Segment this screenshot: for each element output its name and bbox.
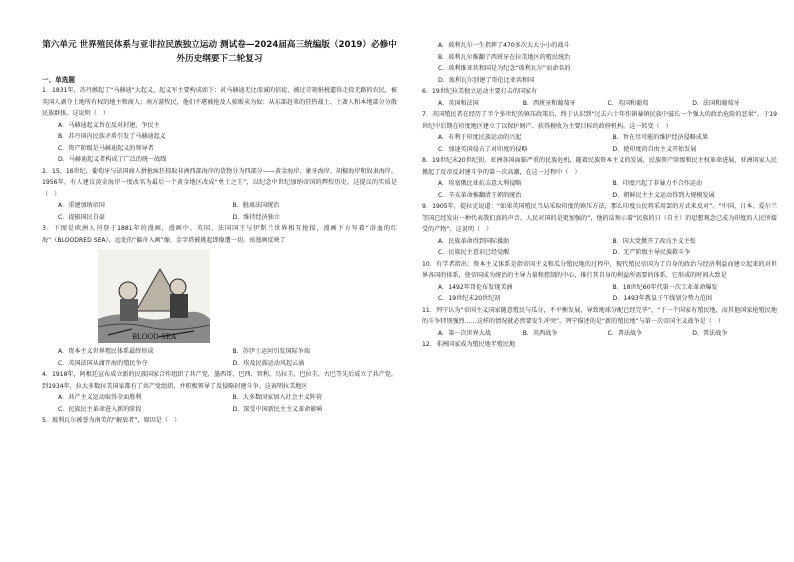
cartoon-caption: BLOOD SEA bbox=[131, 333, 177, 341]
option-group bbox=[422, 328, 777, 340]
option-group bbox=[42, 392, 397, 415]
answer-option[interactable]: D．深受中国新民主主义革命影响 bbox=[232, 405, 323, 413]
option-group bbox=[422, 40, 777, 86]
question-stem: 12．非洲国家成为殖民地半殖民地 bbox=[422, 341, 516, 348]
question-stem: 1．1831年，苏丹掀起了“马赫迪”大起义，起义军主要构成如下：对马赫迪无比虔诚的信徒，被过苛刻捐税逼得走投无路的农民，被英国人剥夺土地所有权的地主和商人；南方游牧民，他们不堪被抢及人掠贩卖为奴；从东部赶来的狂热战士、土著人和本地部分分散民族群体。这说明（ ） bbox=[42, 87, 397, 117]
answer-option[interactable]: A．共产主义运动取得全面胜利 bbox=[58, 394, 142, 401]
question-stem: 5．玻利瓦尔被誉为南美的“解放者”，原因是（ ） bbox=[42, 417, 181, 424]
answer-option[interactable]: D．埃及民族运动风起云涌 bbox=[232, 359, 305, 367]
section-heading: 一、单选题 bbox=[42, 76, 75, 84]
answer-option[interactable]: C．辛亥革命推翻清王朝的统治 bbox=[438, 191, 522, 199]
answer-option[interactable]: D．无产阶级主导民族救斗争 bbox=[612, 249, 691, 256]
answer-option[interactable]: B．英西战争 bbox=[522, 329, 558, 337]
answer-option[interactable]: A．有利于印度民族运动的兴起 bbox=[438, 134, 522, 141]
question-stem: 2．15、16世纪，葡萄牙与法国商人拼抢疯狂掠取非洲西部海岸的货物分为四部分——黄金海岸、象牙海岸、胡椒海岸和奴隶海岸。1956年，有人建议黄金海岸一度改名为最后一个黄金地区改成“勇士之王”，以纪念中世纪加纳帝国的辉煌历史。这提议的实质是（ ） bbox=[42, 167, 397, 198]
answer-option[interactable]: A．资本主义世界殖民体系最终形成 bbox=[58, 348, 154, 355]
answer-option[interactable]: A．重建加纳帝国 bbox=[58, 202, 105, 209]
option-group bbox=[422, 98, 777, 110]
question-stem: 9．1905年，提拉克说道：“如果英国殖民当局采取印度的镇压方法，那么印度公民将采用罢的方式来反对”。“中国、日本、爱尔兰等国已经发出一种代表我们真的声音，人民对国的是更加强的”，他的话预示着“民族的日（自主）的思想观念已成为印度的人民所接受的产物”。这说明（ ） bbox=[422, 203, 777, 233]
left-column bbox=[42, 0, 397, 427]
question-stem: 3．下图是欧洲人刊登于1881年的漫画，漫画中，英国、法国国王与伊斯兰世界相互抢掠，漫画下方写着“浴血的红海”（BLOODRED SEA），远处的“偏舟入画”像。金字塔被挑起即像遭一切。该漫画反映了 bbox=[42, 225, 397, 244]
question-stem: 11．列宁认为“帝国主义国家随意殖民与瓜分，不平衡发展，导致地球分配已经完毕”，“于一个国家有殖民地，而其他国家抢殖民地的斗争特别强烈……这样的情况就必然要发生冲突”。列宁描述的是“新的殖民地”与第一次帝国主义战争是（ ） bbox=[422, 306, 777, 325]
answer-option[interactable]: C．资产阶级是马赫迪起义的领导者 bbox=[58, 144, 154, 152]
answer-option[interactable]: D．普法战争 bbox=[692, 329, 728, 337]
cartoon-illustration bbox=[98, 249, 210, 343]
answer-option[interactable]: B．苏伊士运河引发国际争端 bbox=[232, 348, 310, 355]
question-stem: 10．有学者指出：资本主义体系是指帝国主义和瓜分殖民地的过程中，现代殖民帝国为了自身的政治与经济利益而建立起来的对世界各国的体系，使帝国成为统治的主导力量和控制的中心，推行其自身的利益所需要的体系，它形成的时间大致是 bbox=[422, 260, 777, 279]
option-group bbox=[42, 120, 397, 166]
exam-title: 第六单元 世界殖民体系与亚非拉民族独立运动 测试卷—2024届高三统编版（2019）必修中外历史纲要下二轮复习 bbox=[42, 40, 397, 64]
option-group bbox=[422, 282, 777, 305]
answer-option[interactable]: B．18世纪60年代第一次工业革命爆发 bbox=[612, 283, 718, 291]
answer-option[interactable]: A．英国和法国 bbox=[438, 99, 479, 107]
answer-option[interactable]: D．1493年教皇子午线划分势力范围 bbox=[612, 295, 712, 302]
answer-option[interactable]: D．维持经济独立 bbox=[232, 213, 280, 221]
question-stem: 4．1918年，阿根廷宣布成立新的民族国家合作组织了共产党，墨西哥、巴西、智利、乌拉圭、巴拉圭、古巴等先后成立了共产党。到1934年，拉大多数拉美国家都有了共产党组织，并积极领导了反侵略封建斗争。这表明拉美地区 bbox=[42, 371, 397, 390]
answer-option[interactable]: B．印度兴起了非暴力不合作运动 bbox=[612, 180, 702, 187]
answer-option[interactable]: C．民族民主革命进入新的阶段 bbox=[58, 405, 142, 413]
option-group bbox=[42, 346, 397, 369]
answer-option[interactable]: D．马赫迪起义者构成了广泛的统一战线 bbox=[58, 156, 167, 163]
answer-option[interactable]: C．玻利维亚共和国是为纪念“玻利瓦尔”而命名的 bbox=[438, 65, 571, 72]
option-group bbox=[422, 178, 777, 201]
answer-option[interactable]: B．西班牙和葡萄牙 bbox=[522, 99, 576, 107]
answer-option[interactable]: B．玻利瓦尔推翻了西班牙在拉美地区的殖民统治 bbox=[438, 53, 571, 61]
answer-option[interactable]: D．玻利瓦尔创建了哥伦比亚共和国 bbox=[438, 76, 535, 84]
answer-option[interactable]: B．国大党掀开了改良主义主张 bbox=[612, 237, 696, 245]
answer-option[interactable]: D．法国和葡萄牙 bbox=[692, 99, 740, 107]
answer-option[interactable]: B．苏丹国内民族矛盾引发了马赫迪起义 bbox=[58, 133, 166, 140]
question-stem: 8．19世纪末20世纪初，亚洲各国面临严重的民族危机，随着民族资本主义的发展，民族资产阶级和民主权革命进展，亚洲国家人民掀起了反帝反封建斗争的第一次高潮，在这一过程中（ ） bbox=[422, 157, 777, 176]
answer-option[interactable]: D．朝鲜民主主义运动得到大规模发展 bbox=[612, 191, 715, 199]
answer-option[interactable]: C．普法战争 bbox=[607, 329, 643, 337]
answer-option[interactable]: C．民族民主意识已经觉醒 bbox=[438, 249, 510, 256]
answer-option[interactable]: A．埃塞俄比亚抗击意大利侵略 bbox=[438, 180, 522, 187]
answer-option[interactable]: A．1492年哥伦布发现美洲 bbox=[438, 283, 513, 291]
answer-option[interactable]: A．马赫迪起义旨在反对封建、争民主 bbox=[58, 121, 160, 129]
right-column bbox=[422, 0, 777, 351]
question-stem: 7．英国殖民者在经历了半个多世纪的镇压政策后，终于认识到“过去六十年作镇暴镇民族中滋长一个强大的政治危险的恶果”，于19世纪中后期在印度地区建立了以保护财产、获得税收为主要目标的政府机构。这一转变（ ） bbox=[422, 111, 777, 130]
question-stem: 6．19世纪拉美独立运动主要打击的国家有 bbox=[422, 88, 538, 95]
answer-option[interactable]: A．玻利瓦尔一生指挥了470多次大大小小的战斗 bbox=[438, 42, 570, 49]
answer-option[interactable]: A．第一次世界大战 bbox=[438, 329, 491, 337]
answer-option[interactable]: D．使印度的自由主义开始发展 bbox=[612, 145, 697, 153]
answer-option[interactable]: A．民族革命得到国际援助 bbox=[438, 237, 510, 245]
answer-option[interactable]: B．大多数国家加入社会主义阵营 bbox=[232, 394, 322, 401]
answer-option[interactable]: C．英国法国从庸开海的殖民争夺 bbox=[58, 359, 148, 367]
answer-option[interactable]: C．19世纪末20世纪初 bbox=[438, 295, 501, 302]
answer-option[interactable]: B．脱离法国统治 bbox=[232, 202, 280, 209]
answer-option[interactable]: C．提振国民自豪 bbox=[58, 213, 105, 221]
option-group bbox=[42, 200, 397, 223]
answer-option[interactable]: C．加速英国侵占了对印度的侵略 bbox=[438, 145, 528, 153]
answer-option[interactable]: C．英国和葡萄 bbox=[607, 99, 649, 107]
answer-option[interactable]: B．旨在尽可能的维护经济侵略成果 bbox=[612, 134, 709, 141]
option-group bbox=[422, 132, 777, 155]
cartoon-image bbox=[98, 249, 210, 343]
option-group bbox=[422, 236, 777, 259]
